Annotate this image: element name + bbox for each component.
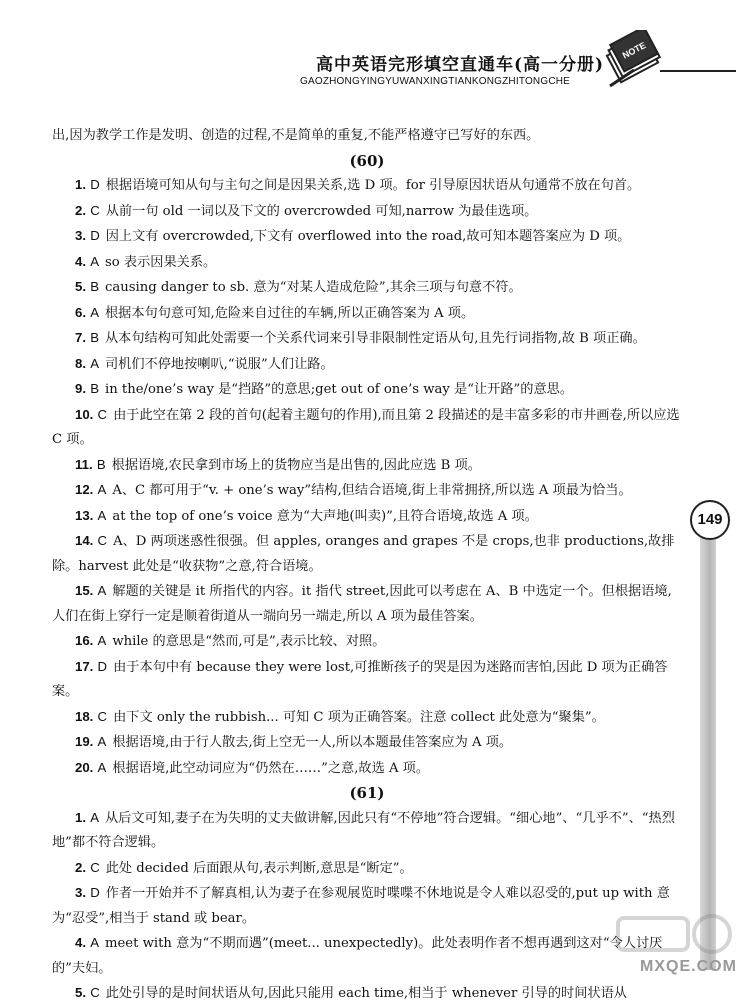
item-explanation: A、C 都可用于“v. + one’s way”结构,但结合语境,街上非常拥挤,所以选 A 项最为恰当。 <box>112 483 632 498</box>
item-answer: A <box>90 809 99 825</box>
answer-item <box>52 478 682 504</box>
item-explanation: 从后文可知,妻子在为失明的丈夫做讲解,因此只有“不停地”符合逻辑。“细心地”、“几乎不”、“热烈地”都不符合逻辑。 <box>52 810 675 850</box>
answer-item <box>52 705 682 731</box>
note-label: NOTE <box>620 40 648 61</box>
item-explanation: meet with 意为“不期而遇”(meet... unexpectedly)。此处表明作者不想再遇到这对“令人讨厌的”夫妇。 <box>52 936 663 976</box>
item-number: 5. <box>75 985 86 1000</box>
answer-item <box>52 931 682 981</box>
section-heading: (61) <box>349 784 385 802</box>
answer-item <box>52 504 682 530</box>
item-explanation: 司机们不停地按喇叭,“说服”人们让路。 <box>105 356 334 372</box>
answer-content <box>52 124 682 1007</box>
item-number: 1. <box>75 177 86 192</box>
item-answer: C <box>90 985 100 1000</box>
book-subtitle-pinyin: GAOZHONGYINGYUWANXINGTIANKONGZHITONGCHE <box>300 76 571 87</box>
header-rule <box>660 70 736 72</box>
answer-item <box>52 250 682 276</box>
answer-item <box>52 806 682 856</box>
item-explanation: 由于此空在第 2 段的首句(起着主题句的作用),而且第 2 段描述的是丰富多彩的市井画卷,所以应选 C 项。 <box>52 407 680 447</box>
item-number: 13. <box>75 507 94 523</box>
answer-item <box>52 579 682 629</box>
answer-item <box>52 199 682 225</box>
item-answer: D <box>90 228 100 243</box>
answer-item <box>52 655 682 705</box>
item-answer: C <box>90 202 100 218</box>
item-answer: A <box>97 507 107 523</box>
answer-item <box>52 173 682 199</box>
item-explanation: while 的意思是“然而,可是”,表示比较、对照。 <box>112 634 386 649</box>
item-explanation: 根据本句句意可知,危险来自过往的车辆,所以正确答案为 A 项。 <box>105 305 475 321</box>
answer-item <box>52 881 682 931</box>
item-answer: A <box>90 304 99 320</box>
item-number: 4. <box>75 253 86 269</box>
item-explanation: at the top of one’s voice 意为“大声地(叫卖)”,且符合语境,故选 A 项。 <box>112 508 538 524</box>
answer-item <box>52 224 682 250</box>
answer-item <box>52 275 682 301</box>
answer-item <box>52 730 682 756</box>
item-answer: B <box>90 279 99 294</box>
answer-item <box>52 301 682 327</box>
item-number: 7. <box>75 330 86 345</box>
item-answer: A <box>90 935 99 950</box>
item-explanation: 由下文 only the rubbish... 可知 C 项为正确答案。注意 collect 此处意为“聚集”。 <box>113 709 605 725</box>
item-number: 10. <box>75 406 94 422</box>
item-explanation: so 表示因果关系。 <box>105 254 217 270</box>
item-number: 15. <box>75 583 94 598</box>
item-explanation: 根据语境,由于行人散去,街上空无一人,所以本题最佳答案应为 A 项。 <box>112 735 513 750</box>
item-number: 2. <box>75 859 86 875</box>
item-answer: C <box>90 859 100 875</box>
item-explanation: 根据语境,农民拿到市场上的货物应当是出售的,因此应选 B 项。 <box>111 457 481 473</box>
item-number: 4. <box>75 935 86 950</box>
item-explanation: 此处 decided 后面跟从句,表示判断,意思是“断定”。 <box>105 860 413 876</box>
section-heading: (60) <box>349 151 385 170</box>
item-number: 1. <box>75 809 86 825</box>
item-answer: D <box>90 885 100 900</box>
item-number: 3. <box>75 885 86 900</box>
item-answer: D <box>90 177 100 192</box>
item-explanation: 此处引导的是时间状语从句,因此只能用 each time,相当于 whenever 引导的时间状语从 <box>105 986 627 1001</box>
item-number: 19. <box>75 734 94 749</box>
item-explanation: 从前一句 old 一词以及下文的 overcrowded 可知,narrow 为最佳选项。 <box>105 203 538 219</box>
item-explanation: 由于本句中有 because they were lost,可推断孩子的哭是因为迷路而害怕,因此 D 项为正确答案。 <box>52 659 668 699</box>
item-number: 16. <box>75 633 94 648</box>
item-answer: A <box>97 482 107 497</box>
item-answer: B <box>96 456 106 472</box>
item-explanation: 作者一开始并不了解真相,认为妻子在参观展览时喋喋不休地说是令人难以忍受的,put up with 意为“忍受”,相当于 stand 或 bear。 <box>52 886 670 926</box>
answer-item <box>52 403 682 453</box>
item-answer: A <box>90 355 99 371</box>
answer-item <box>52 856 682 882</box>
intro-line: 出,因为教学工作是发明、创造的过程,不是简单的重复,不能严格遵守已写好的东西。 <box>52 128 540 143</box>
item-number: 5. <box>75 279 86 294</box>
item-answer: A <box>90 253 99 269</box>
item-number: 11. <box>75 456 93 472</box>
item-number: 9. <box>75 381 86 396</box>
item-answer: A <box>97 583 107 598</box>
item-answer: A <box>97 759 107 775</box>
item-explanation: in the/one’s way 是“挡路”的意思;get out of one’s way 是“让开路”的意思。 <box>105 382 574 397</box>
answer-item <box>52 352 682 378</box>
item-answer: B <box>90 330 99 345</box>
item-answer: D <box>97 658 108 674</box>
item-explanation: causing danger to sb. 意为“对某人造成危险”,其余三项与句意不符。 <box>105 280 522 295</box>
item-answer: B <box>90 381 99 396</box>
item-answer: C <box>97 708 108 724</box>
answer-item <box>52 453 682 479</box>
page-edge-bar <box>700 530 716 970</box>
item-number: 20. <box>75 759 94 775</box>
item-number: 12. <box>75 482 94 497</box>
item-number: 6. <box>75 304 86 320</box>
answer-item <box>52 529 682 579</box>
item-answer: A <box>97 633 107 648</box>
answer-item <box>52 629 682 655</box>
item-number: 8. <box>75 355 86 371</box>
answer-sections <box>52 149 682 1007</box>
item-explanation: 解题的关键是 it 所指代的内容。it 指代 street,因此可以考虑在 A、B 中选定一个。但根据语境,人们在街上穿行一定是顺着街道从一端向另一端走,所以 A 项为最佳答案。 <box>52 584 672 624</box>
item-explanation: A、D 两项迷惑性很强。但 apples, oranges and grapes 不是 crops,也非 productions,故排除。harvest 此处是“收获物”之意,符合语境。 <box>52 534 675 574</box>
answer-item <box>52 377 682 403</box>
item-answer: C <box>97 533 108 548</box>
answer-item <box>52 326 682 352</box>
watermark-text: MXQE.COM <box>640 958 737 975</box>
answer-item <box>52 981 682 1007</box>
item-number: 18. <box>75 708 94 724</box>
item-number: 2. <box>75 202 86 218</box>
item-explanation: 从本句结构可知此处需要一个关系代词来引导非限制性定语从句,且先行词指物,故 B 项正确。 <box>105 331 646 346</box>
item-answer: A <box>97 734 107 749</box>
item-explanation: 因上文有 overcrowded,下文有 overflowed into the road,故可知本题答案应为 D 项。 <box>105 229 631 244</box>
item-explanation: 根据语境,此空动词应为“仍然在……”之意,故选 A 项。 <box>112 760 430 776</box>
item-number: 17. <box>75 658 94 674</box>
item-number: 3. <box>75 228 86 243</box>
item-answer: C <box>97 406 108 422</box>
answer-item <box>52 756 682 782</box>
page-number: 149 <box>690 500 730 540</box>
notebook-pencil-icon <box>604 30 662 90</box>
item-number: 14. <box>75 533 94 548</box>
item-explanation: 根据语境可知从句与主句之间是因果关系,选 D 项。for 引导原因状语从句通常不放在句首。 <box>105 178 641 193</box>
book-title: 高中英语完形填空直通车(高一分册) <box>316 55 605 75</box>
